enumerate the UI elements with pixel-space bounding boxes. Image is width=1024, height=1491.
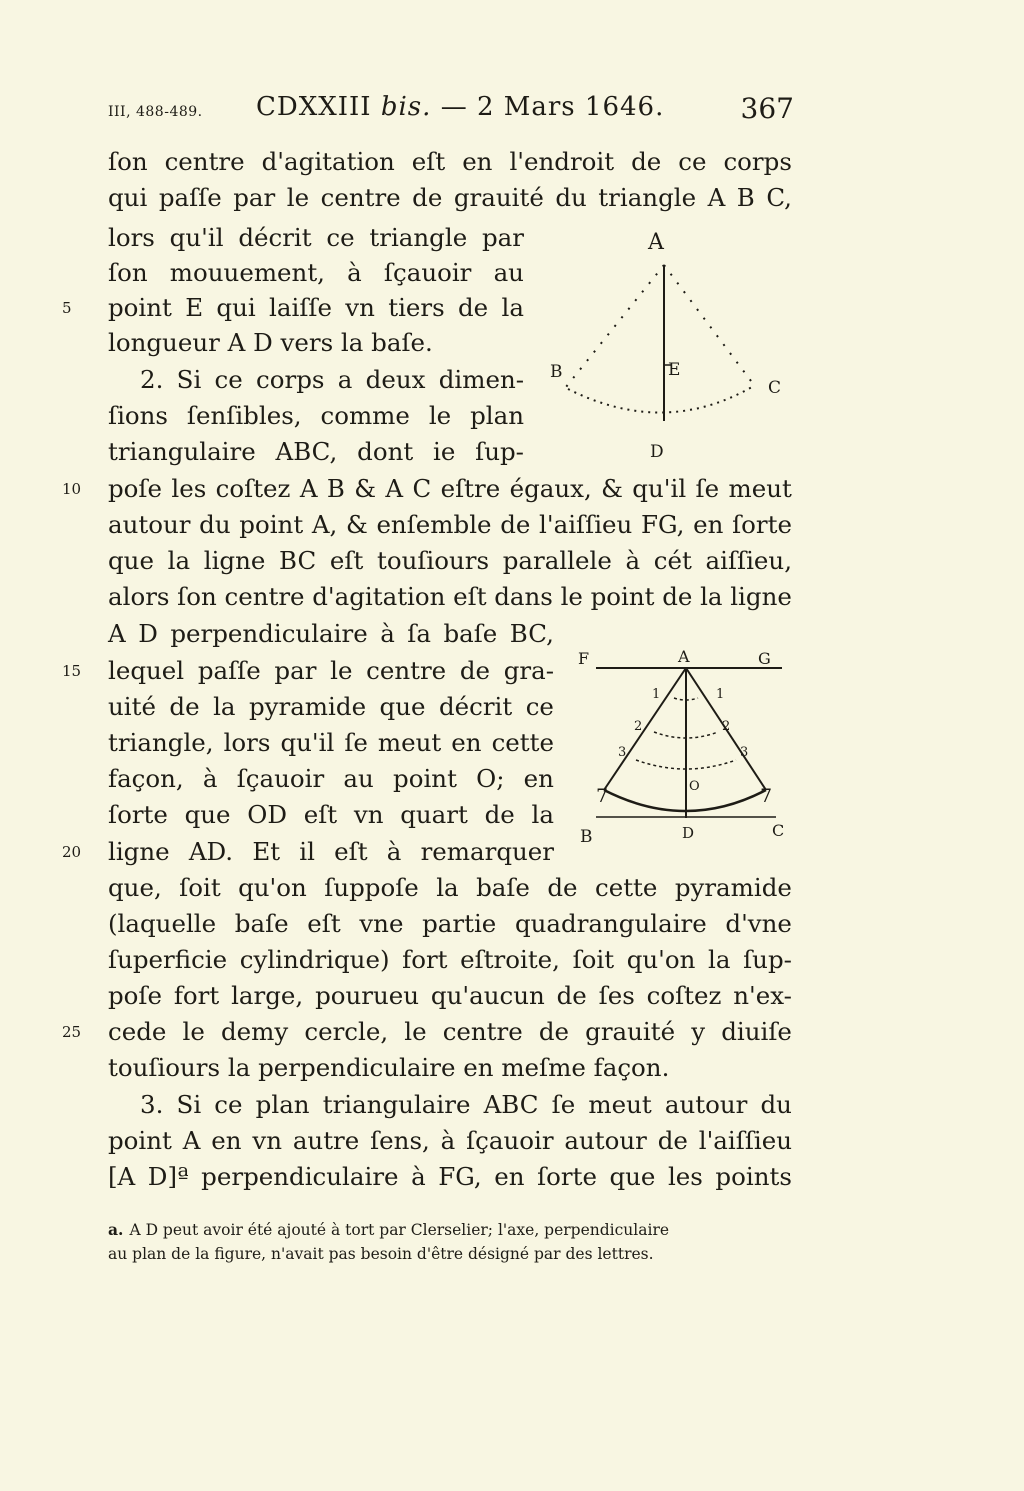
word: ſçauoir: [236, 764, 325, 793]
text-line: [108, 579, 792, 615]
word: fort: [402, 945, 448, 974]
word: D: [138, 619, 158, 648]
word: au: [343, 764, 374, 793]
word: ce: [214, 365, 243, 394]
word: le: [560, 582, 583, 611]
word: perpendiculaire: [170, 619, 368, 648]
word: quart: [400, 800, 468, 829]
letter-number: CDXXIII: [256, 92, 372, 122]
word: l'aiſſieu: [539, 510, 633, 539]
word: D]ª: [147, 1162, 189, 1191]
word: ligne: [203, 546, 266, 575]
word: que,: [108, 873, 162, 902]
word: meut: [588, 1090, 652, 1119]
word: Si: [176, 365, 202, 394]
label-d: D: [682, 824, 695, 842]
text-line: [108, 1159, 792, 1195]
word: touſiours: [376, 546, 490, 575]
word: BC: [279, 546, 317, 575]
word: OD: [247, 800, 288, 829]
label-f: F: [578, 649, 590, 668]
word: d'agitation: [312, 582, 446, 611]
text-line: [108, 255, 524, 291]
word: du: [199, 510, 231, 539]
text-line: [108, 180, 792, 216]
footnote: [108, 1218, 794, 1266]
side-ab: [604, 668, 686, 790]
word: centre: [366, 656, 447, 685]
text-line: [108, 1014, 792, 1050]
word: C: [412, 474, 432, 503]
word: du: [760, 1090, 792, 1119]
word: plan: [470, 401, 524, 430]
word: demy: [220, 1017, 289, 1046]
word: cercle,: [304, 1017, 389, 1046]
word: ABC,: [275, 437, 338, 466]
word: meut: [728, 474, 792, 503]
label-d: D: [650, 442, 664, 462]
word: qu'on: [626, 945, 696, 974]
mark-3-right: 3: [740, 745, 749, 760]
word: ſuperficie: [108, 945, 228, 974]
word: centre: [442, 1017, 523, 1046]
word: &: [354, 474, 377, 503]
word: fort: [173, 981, 220, 1010]
letter-suffix: bis.: [380, 92, 432, 122]
word: ſorte: [108, 800, 168, 829]
mark-2-right: 2: [722, 719, 731, 734]
word: façon,: [108, 764, 184, 793]
word: partie: [422, 909, 497, 938]
word: 2.: [140, 365, 164, 394]
word: il: [299, 837, 315, 866]
word: de: [458, 293, 489, 322]
word: qu'aucun: [430, 981, 545, 1010]
word: ligne: [730, 582, 792, 611]
word: E: [185, 293, 204, 322]
label-b: B: [550, 362, 563, 382]
word: plan: [255, 1090, 310, 1119]
word: ſon: [108, 258, 148, 287]
word: ſenſibles,: [186, 401, 302, 430]
word: A: [707, 183, 726, 212]
word: point: [590, 582, 655, 611]
word: poſe: [108, 981, 163, 1010]
word: vne: [359, 909, 404, 938]
word: diuiſe: [721, 1017, 792, 1046]
label-o: O: [689, 779, 700, 794]
word: ſoit: [572, 945, 615, 974]
label-e: E: [668, 360, 681, 380]
word: lequel: [108, 656, 185, 685]
word: de: [538, 1017, 570, 1046]
word: baſe: [476, 873, 530, 902]
word: de: [631, 147, 662, 176]
word: large,: [231, 981, 304, 1010]
word: uité: [108, 692, 156, 721]
label-c: C: [768, 378, 782, 398]
word: ce: [525, 692, 554, 721]
word: n'ex-: [733, 981, 792, 1010]
word: ſa: [407, 619, 431, 648]
word: aiſſieu,: [705, 546, 792, 575]
word: corps: [256, 365, 325, 394]
word: perpendiculaire: [201, 1162, 399, 1191]
text-line: [108, 870, 792, 906]
text-line: [108, 761, 554, 797]
text-line: [108, 689, 554, 725]
text-line: [108, 978, 792, 1014]
text-line: [108, 507, 792, 543]
word: en: [211, 1126, 242, 1155]
word: [A: [108, 1162, 136, 1191]
word: d'agitation: [261, 147, 395, 176]
word: ſe: [551, 1090, 576, 1119]
text-line: [108, 290, 524, 326]
word: de: [556, 981, 587, 1010]
word: B: [736, 183, 755, 212]
word: vn: [353, 800, 384, 829]
word: points: [715, 1162, 792, 1191]
word: triangle,: [108, 728, 214, 757]
footnote-line-2: [108, 1242, 794, 1266]
word: le: [428, 401, 452, 430]
word: B: [326, 474, 345, 503]
word: ſions: [108, 401, 169, 430]
word: la: [436, 873, 459, 902]
word: eſt: [303, 800, 338, 829]
word: enſemble: [376, 510, 492, 539]
word: ſoit: [179, 873, 221, 902]
word: remarquer: [420, 837, 554, 866]
word: triangulaire: [108, 437, 256, 466]
word: ce: [678, 147, 707, 176]
word: grauité: [585, 1017, 676, 1046]
word: pyramide: [674, 873, 792, 902]
word: à: [440, 1126, 456, 1155]
mark-1-left: 1: [652, 687, 661, 702]
word: grauité: [453, 183, 544, 212]
word: ſorte: [537, 1162, 597, 1191]
word: FG,: [438, 1162, 482, 1191]
page-number: 367: [740, 92, 794, 125]
figure-pyramid: [570, 640, 800, 850]
word: dont: [357, 437, 414, 466]
word: a: [337, 365, 353, 394]
word: à: [202, 764, 218, 793]
word: pourueu: [315, 981, 420, 1010]
footnote-marker: a.: [108, 1220, 124, 1239]
word: ſe: [344, 728, 368, 757]
word: que: [108, 546, 154, 575]
word: en: [523, 764, 554, 793]
word: en: [451, 728, 482, 757]
side-ab: [566, 265, 664, 387]
line-number: 10: [62, 480, 82, 498]
word: cede: [108, 1017, 167, 1046]
word: eſt: [453, 582, 487, 611]
running-head: [108, 92, 794, 132]
word: ſçauoir: [466, 1126, 554, 1155]
base-arc-bc: [568, 387, 752, 413]
word: que: [379, 692, 426, 721]
word: la: [501, 293, 524, 322]
word: 3.: [140, 1090, 164, 1119]
volume-reference: III, 488-489.: [108, 104, 203, 120]
word: coſtez: [215, 474, 291, 503]
word: C,: [766, 183, 792, 212]
mark-7-left: 7: [596, 785, 609, 807]
word: &: [601, 474, 623, 503]
line-number: 15: [62, 662, 82, 680]
word: qui: [108, 183, 148, 212]
label-b: B: [580, 827, 593, 847]
word: baſe: [234, 909, 289, 938]
word: dimen-: [438, 365, 524, 394]
word: de: [657, 1126, 688, 1155]
word: l'aiſſieu: [698, 1126, 792, 1155]
word: O;: [476, 764, 505, 793]
word: Et: [252, 837, 281, 866]
line-number: 20: [62, 843, 82, 861]
word: l'endroit: [509, 147, 615, 176]
word: quadrangulaire: [514, 909, 707, 938]
label-a: A: [648, 230, 664, 255]
word: AD.: [188, 837, 234, 866]
word: décrit: [238, 223, 312, 252]
word: ſup-: [475, 437, 524, 466]
word: point: [108, 293, 172, 322]
word: centre: [164, 147, 245, 176]
word: FG,: [640, 510, 685, 539]
word: coſtez: [646, 981, 722, 1010]
word: eſt: [334, 837, 368, 866]
word: de: [662, 582, 693, 611]
word: égaux,: [509, 474, 592, 503]
word: poſe: [108, 474, 163, 503]
word: ce: [214, 1090, 243, 1119]
word: décrit: [438, 692, 513, 721]
word: A: [299, 474, 318, 503]
word: point: [239, 510, 304, 539]
word: dans: [494, 582, 553, 611]
word: par: [481, 223, 524, 252]
word: à: [625, 546, 641, 575]
mark-3-left: 3: [618, 745, 627, 760]
word: eſtre: [440, 474, 501, 503]
word: paſſe: [197, 656, 261, 685]
word: pyramide: [248, 692, 367, 721]
footnote-text-2: au plan de la figure, n'avait pas besoin d'être désigné par des lettres.: [108, 1245, 654, 1263]
word: de: [412, 183, 443, 212]
line-number: 25: [62, 1023, 82, 1041]
word: qu'il: [169, 223, 224, 252]
word: laiſſe: [269, 293, 332, 322]
word: cét: [653, 546, 692, 575]
text-line: [108, 653, 554, 689]
word: autour: [108, 510, 191, 539]
word: le: [330, 656, 353, 685]
footnote-line-1: [108, 1218, 794, 1242]
word: A,: [311, 510, 338, 539]
word: de: [500, 510, 531, 539]
word: la: [167, 546, 191, 575]
word: à: [411, 1162, 426, 1191]
word: eſt: [329, 546, 364, 575]
label-g: G: [758, 649, 771, 668]
figure-triangle-abc: [540, 225, 800, 465]
text-line: [108, 398, 524, 434]
text-line: [108, 725, 554, 761]
letter-date: — 2 Mars 1646.: [440, 92, 665, 122]
footnote-text-1: A D peut avoir été ajouté à tort par Clerselier; l'axe, perpendiculaire: [129, 1221, 670, 1239]
label-a: A: [678, 647, 690, 666]
word: les: [171, 474, 207, 503]
word: point: [108, 1126, 172, 1155]
word: gra-: [503, 656, 554, 685]
word: la: [708, 945, 731, 974]
word: autour: [664, 1090, 748, 1119]
word: qui: [216, 293, 256, 322]
word: que: [184, 800, 231, 829]
word: en: [462, 147, 493, 176]
word: de: [169, 692, 200, 721]
word: autour: [564, 1126, 647, 1155]
text-line: [108, 220, 524, 256]
word: la: [531, 800, 554, 829]
word: les: [667, 1162, 703, 1191]
word: la: [213, 692, 236, 721]
word: ce: [326, 223, 355, 252]
word: ligne: [108, 837, 170, 866]
word: par: [274, 656, 317, 685]
word: que: [609, 1162, 656, 1191]
text-line: [108, 906, 792, 942]
word: eſt: [307, 909, 341, 938]
word: à: [347, 258, 362, 287]
text-line: [108, 616, 554, 652]
word: triangle: [369, 223, 468, 252]
word: deux: [365, 365, 426, 394]
text-line: [108, 797, 554, 833]
text-line: touſiours la perpendiculaire en meſme façon.: [108, 1053, 670, 1082]
word: lors: [108, 223, 155, 252]
word: du: [555, 183, 587, 212]
word: autre: [292, 1126, 360, 1155]
word: cette: [594, 873, 658, 902]
text-line: [108, 362, 524, 398]
word: de: [547, 873, 578, 902]
word: parallele: [502, 546, 612, 575]
word: le: [404, 1017, 427, 1046]
text-line: [108, 1087, 792, 1123]
word: ie: [433, 437, 456, 466]
word: A: [108, 619, 126, 648]
word: ſup-: [743, 945, 792, 974]
word: ſuppoſe: [324, 873, 419, 902]
text-line: [108, 942, 792, 978]
letter-title: [256, 92, 664, 122]
text-line: [108, 1123, 792, 1159]
word: ſorte: [732, 510, 792, 539]
line-number: 5: [62, 299, 72, 317]
word: corps: [723, 147, 792, 176]
word: lors: [223, 728, 271, 757]
word: ſon: [108, 147, 148, 176]
word: alors: [108, 582, 170, 611]
word: (laquelle: [108, 909, 217, 938]
text-line: longueur A D vers la baſe.: [108, 328, 433, 357]
word: mouuement,: [169, 258, 325, 287]
text-line: [108, 834, 554, 870]
text-line: [108, 434, 524, 470]
word: de: [484, 800, 515, 829]
word: ſe: [695, 474, 720, 503]
word: le: [286, 183, 310, 212]
text-line: [108, 144, 792, 180]
word: paſſe: [158, 183, 222, 212]
word: la: [700, 582, 723, 611]
word: par: [233, 183, 276, 212]
word: en: [494, 1162, 525, 1191]
word: qu'on: [238, 873, 307, 902]
word: baſe: [443, 619, 498, 648]
word: à: [380, 619, 395, 648]
word: le: [182, 1017, 205, 1046]
word: ſon: [177, 582, 217, 611]
word: A: [385, 474, 404, 503]
word: Si: [176, 1090, 202, 1119]
word: d'vne: [725, 909, 792, 938]
word: cette: [491, 728, 554, 757]
word: cylindrique): [239, 945, 390, 974]
word: eſt: [411, 147, 446, 176]
word: au: [493, 258, 524, 287]
text-line: [108, 543, 792, 579]
word: point: [393, 764, 457, 793]
word: à: [386, 837, 402, 866]
word: triangulaire: [322, 1090, 471, 1119]
word: meut: [377, 728, 442, 757]
word: ſens,: [370, 1126, 430, 1155]
text-line: [108, 471, 792, 507]
word: de: [459, 656, 491, 685]
word: vn: [345, 293, 375, 322]
word: ABC: [483, 1090, 539, 1119]
mark-1-right: 1: [716, 687, 725, 702]
word: en: [693, 510, 724, 539]
word: qu'il: [632, 474, 687, 503]
word: ſçauoir: [383, 258, 472, 287]
word: ſes: [598, 981, 635, 1010]
word: centre: [224, 582, 305, 611]
word: &: [345, 510, 368, 539]
word: vn: [252, 1126, 282, 1155]
word: eſtroite,: [460, 945, 560, 974]
word: A: [182, 1126, 201, 1155]
word: comme: [320, 401, 410, 430]
word: tiers: [388, 293, 445, 322]
word: BC,: [509, 619, 554, 648]
word: centre: [320, 183, 401, 212]
word: qu'il: [280, 728, 335, 757]
word: y: [691, 1017, 706, 1046]
mark-2-left: 2: [634, 719, 643, 734]
label-c: C: [772, 821, 785, 840]
mark-7-right: 7: [760, 785, 773, 807]
word: triangle: [598, 183, 697, 212]
